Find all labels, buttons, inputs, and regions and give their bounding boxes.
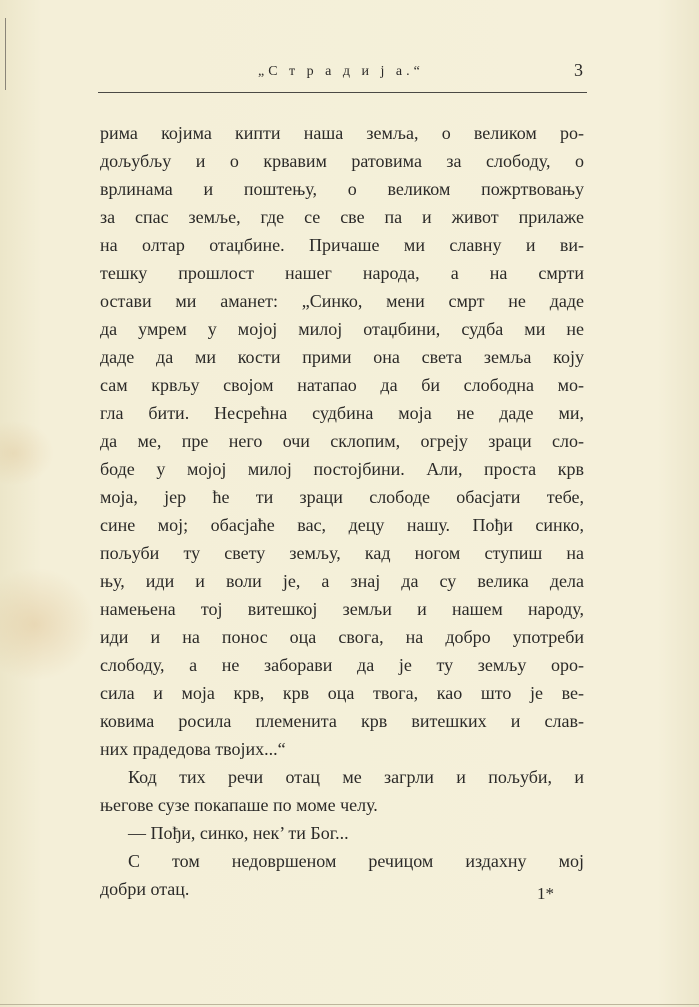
text-line: боде у мојој милој постојбини. Али, проста крв [100,459,584,479]
text-line: његове сузе покапаше по моме челу. [100,795,378,815]
text-line: даде да ми кости прими она света земља коју [100,347,584,367]
text-line: Код тих речи отац ме загрли и пољуби, и [128,767,584,787]
text-line: њу, иди и воли је, а знај да су велика дела [100,571,584,591]
page-bottom-edge [0,1004,699,1005]
text-line: С том недовршеном речицом издахну мој [128,851,584,871]
text-line: сине мој; обасјаће вас, децу нашу. Пођи синко, [100,515,584,535]
page-header [98,58,587,93]
text-line: гла бити. Несрећна судбина моја не даде ми, [100,403,584,423]
text-line: тешку прошлост нашег народа, а на смрти [100,263,584,283]
page-edge-mark [5,18,6,90]
text-line: сила и моја крв, крв оца твога, као што је ве- [100,683,584,703]
text-line: иди и на понос оца свога, на добро употреби [100,627,584,647]
text-line: моја, јер ће ти зраци слободе обасјати тебе, [100,487,584,507]
text-line: да ме, пре него очи склопим, огреју зраци сло- [100,431,584,451]
text-line: сам крвљу својом натапао да би слободна мо- [100,375,584,395]
signature-mark: 1* [537,884,554,903]
text-line: добри отац. [100,879,190,899]
text-line: за спас земље, где се све па и живот прилаже [100,207,584,227]
text-line: на олтар отаџбине. Причаше ми славну и ви- [100,235,584,255]
text-line: врлинама и поштењу, о великом пожртвовању [100,179,584,199]
running-title: „С т р а д и ј а.“ [258,64,424,79]
text-line: остави ми аманет: „Синко, мени смрт не даде [100,291,584,311]
text-line: намењена тој витешкој земљи и нашем народу, [100,599,584,619]
text-line: рима којима кипти наша земља, о великом ро- [100,123,584,143]
body-text [100,119,584,903]
text-line: да умрем у мојој милој отаџбини, судба ми не [100,319,584,339]
page-number: 3 [574,60,583,80]
text-line: — Пођи, синко, нек’ ти Бог... [128,823,349,843]
text-line: ковима росила племенита крв витешких и слав- [100,711,584,731]
text-line: них прадедова твојих...“ [100,739,286,759]
text-line: дољубљу и о крвавим ратовима за слободу, о [100,151,584,171]
text-line: слободу, а не заборави да је ту земљу оро- [100,655,584,675]
text-line: пољуби ту свету земљу, кад ногом ступиш на [100,543,584,563]
